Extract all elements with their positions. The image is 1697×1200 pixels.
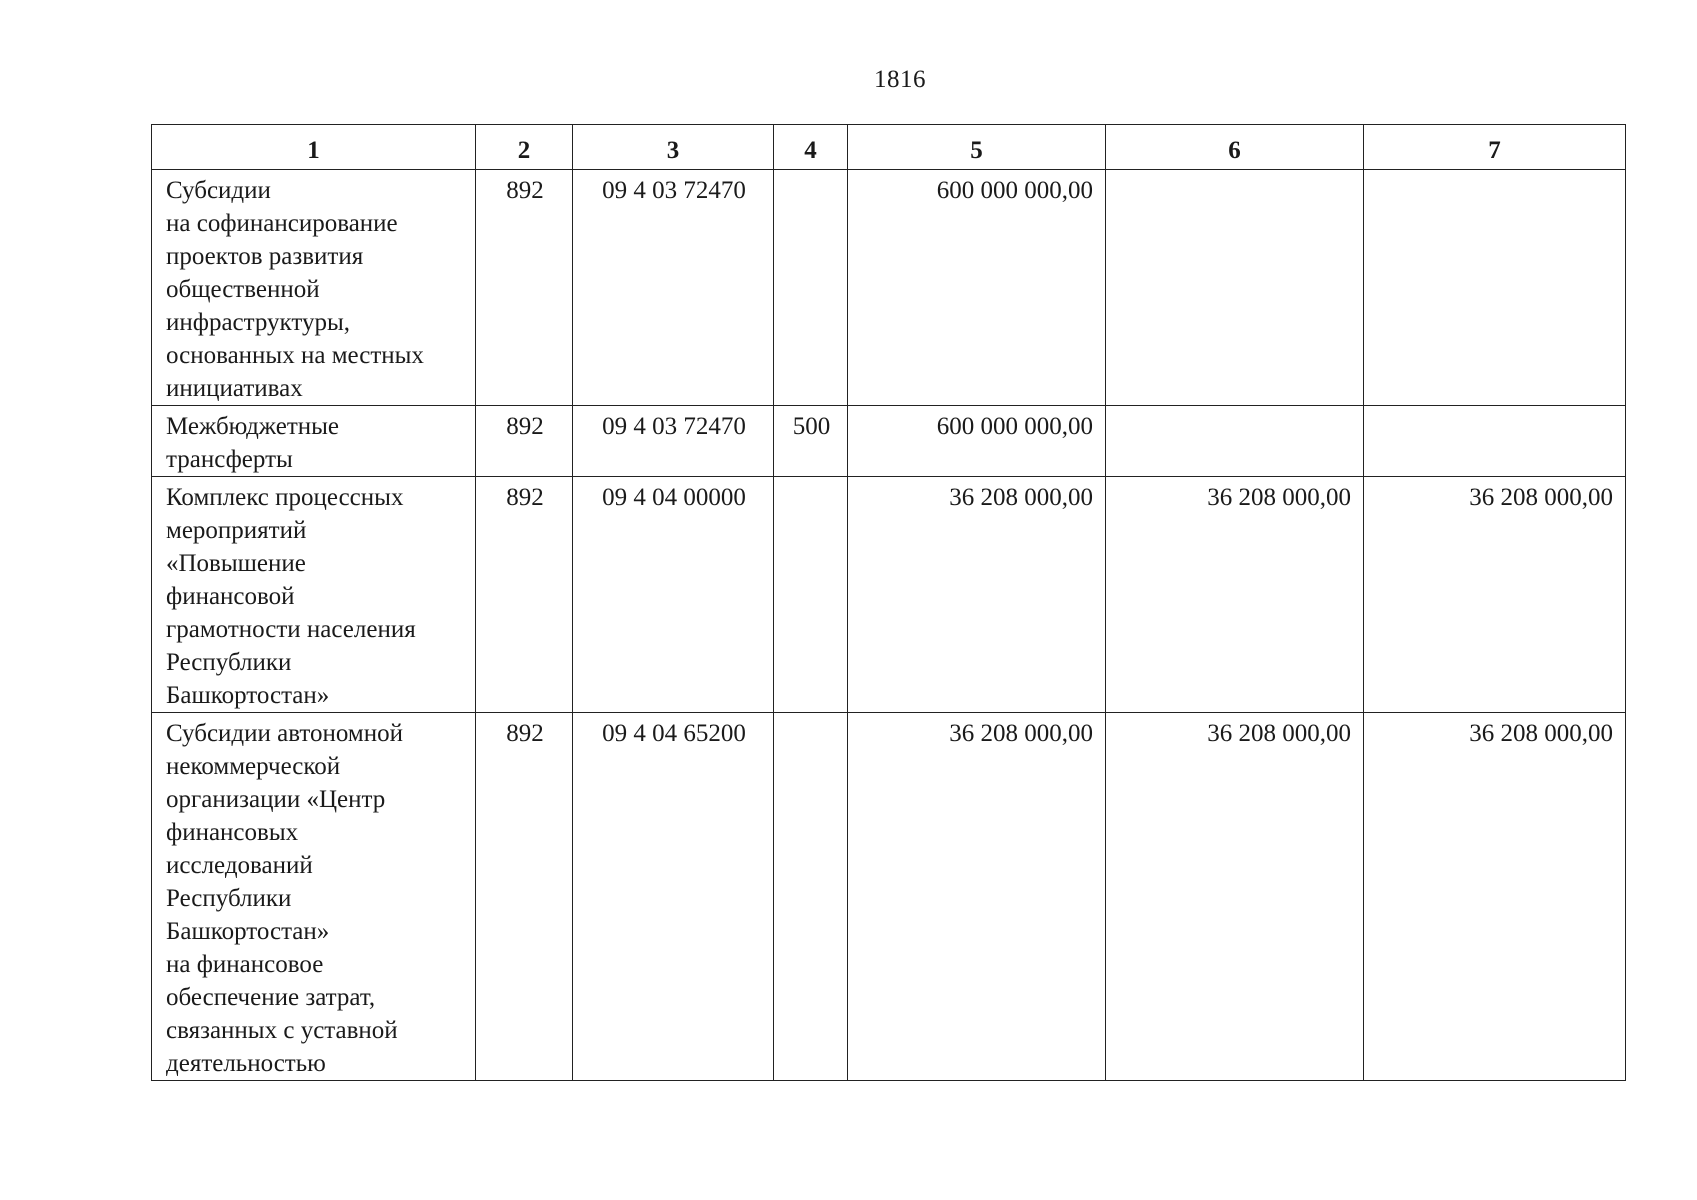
table-row: [152, 713, 1626, 1081]
row-name-cell: [152, 170, 476, 406]
column-header-6: 6: [1106, 125, 1364, 170]
sum-cell-3: 36 208 000,00: [1364, 713, 1626, 1081]
header-row: [152, 125, 1626, 170]
row-name: Комплекс процессных мероприятий «Повышение финансовой грамотности населения Республики Башкортостан»: [166, 484, 416, 709]
table-row: [152, 477, 1626, 713]
vr-cell: [774, 170, 848, 406]
column-header-4: 4: [774, 125, 848, 170]
budget-table: [151, 124, 1626, 1081]
row-name-cell: [152, 406, 476, 477]
sum-cell-1: 36 208 000,00: [848, 713, 1106, 1081]
ministry-cell: 892: [476, 406, 573, 477]
csr-cell: 09 4 04 00000: [573, 477, 774, 713]
row-name-cell: [152, 477, 476, 713]
ministry-cell: 892: [476, 477, 573, 713]
sum-cell-1: 600 000 000,00: [848, 406, 1106, 477]
sum-cell-2: 36 208 000,00: [1106, 477, 1364, 713]
sum-cell-1: 36 208 000,00: [848, 477, 1106, 713]
column-header-5: 5: [848, 125, 1106, 170]
csr-cell: 09 4 04 65200: [573, 713, 774, 1081]
column-header-1: 1: [152, 125, 476, 170]
ministry-cell: 892: [476, 713, 573, 1081]
csr-cell: 09 4 03 72470: [573, 170, 774, 406]
column-header-7: 7: [1364, 125, 1626, 170]
vr-cell: [774, 713, 848, 1081]
sum-cell-2: [1106, 170, 1364, 406]
sum-cell-3: [1364, 406, 1626, 477]
row-name: Субсидии на софинансирование проектов развития общественной инфраструктуры, основанных на местных инициативах: [166, 177, 424, 402]
table-row: [152, 406, 1626, 477]
sum-cell-1: 600 000 000,00: [848, 170, 1106, 406]
row-name: Межбюджетные трансферты: [166, 413, 340, 473]
vr-cell: 500: [774, 406, 848, 477]
csr-cell: 09 4 03 72470: [573, 406, 774, 477]
page-number: 1816: [874, 66, 926, 93]
row-name-cell: [152, 713, 476, 1081]
sum-cell-3: 36 208 000,00: [1364, 477, 1626, 713]
column-header-3: 3: [573, 125, 774, 170]
row-name: Субсидии автономной некоммерческой организации «Центр финансовых исследований Республики Башкортостан» на финансовое обеспечение затрат, связанных с уставной деятельностью: [166, 720, 403, 1077]
sum-cell-3: [1364, 170, 1626, 406]
table-row: [152, 170, 1626, 406]
ministry-cell: 892: [476, 170, 573, 406]
column-header-2: 2: [476, 125, 573, 170]
sum-cell-2: [1106, 406, 1364, 477]
sum-cell-2: 36 208 000,00: [1106, 713, 1364, 1081]
vr-cell: [774, 477, 848, 713]
